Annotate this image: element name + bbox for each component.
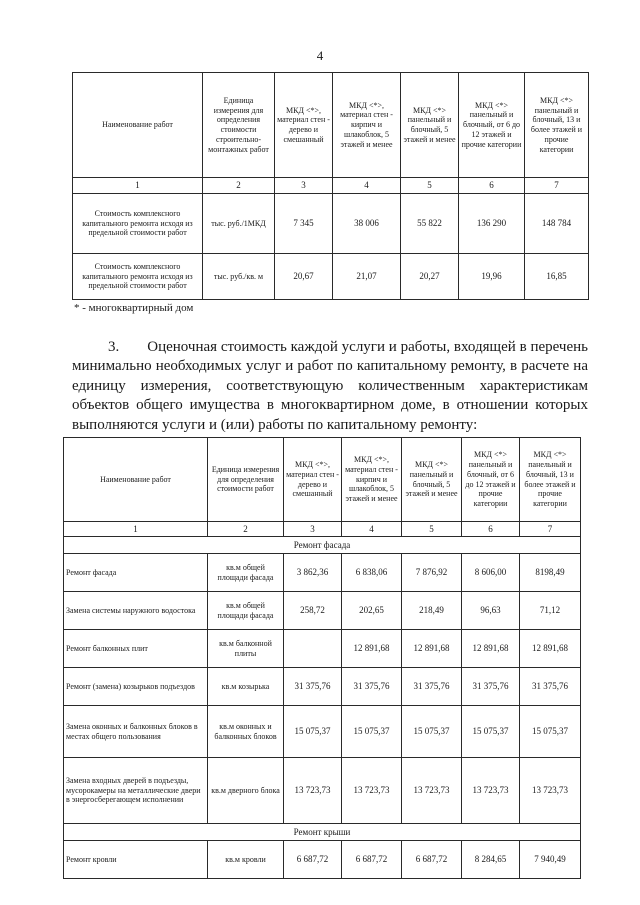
row-unit: тыс. руб./1МКД xyxy=(203,194,275,254)
row-value xyxy=(284,630,342,668)
column-number: 7 xyxy=(525,178,589,194)
row-value: 218,49 xyxy=(402,592,462,630)
page-number: 4 xyxy=(316,48,324,63)
paragraph-3 xyxy=(72,338,588,435)
row-value: 31 375,76 xyxy=(284,668,342,706)
row-value: 13 723,73 xyxy=(284,758,342,824)
section-row xyxy=(64,537,581,554)
column-number-row xyxy=(64,522,581,537)
row-value: 6 687,72 xyxy=(402,841,462,879)
row-value: 136 290 xyxy=(459,194,525,254)
row-value: 8 284,65 xyxy=(462,841,520,879)
column-number: 3 xyxy=(284,522,342,537)
row-value: 7 876,92 xyxy=(402,554,462,592)
row-value: 15 075,37 xyxy=(462,706,520,758)
row-value: 8198,49 xyxy=(520,554,581,592)
row-unit: кв.м балконной плиты xyxy=(208,630,284,668)
header-cell: Наименование работ xyxy=(73,73,203,178)
row-value: 31 375,76 xyxy=(520,668,581,706)
column-number: 5 xyxy=(402,522,462,537)
row-value: 7 345 xyxy=(275,194,333,254)
row-name: Стоимость комплексного капитального ремонта исходя из предельной стоимости работ xyxy=(73,194,203,254)
service-cost-table xyxy=(63,437,581,879)
row-unit: кв.м общей площади фасада xyxy=(208,592,284,630)
row-unit: кв.м оконных и балконных блоков xyxy=(208,706,284,758)
header-cell: МКД <*>, материал стен - дерево и смешанный xyxy=(284,438,342,522)
header-cell: Наименование работ xyxy=(64,438,208,522)
table-row xyxy=(64,668,581,706)
column-number: 5 xyxy=(401,178,459,194)
section-row xyxy=(64,824,581,841)
row-unit: кв.м дверного блока xyxy=(208,758,284,824)
row-value: 31 375,76 xyxy=(402,668,462,706)
table-row xyxy=(73,254,589,300)
column-number: 6 xyxy=(459,178,525,194)
header-cell: МКД <*> панельный и блочный, 13 и более этажей и прочие категории xyxy=(520,438,581,522)
row-unit: кв.м общей площади фасада xyxy=(208,554,284,592)
row-value: 15 075,37 xyxy=(342,706,402,758)
section-title: Ремонт фасада xyxy=(64,537,581,554)
table-row xyxy=(64,758,581,824)
table-header-row xyxy=(64,438,581,522)
table-row xyxy=(64,592,581,630)
row-name: Ремонт (замена) козырьков подъездов xyxy=(64,668,208,706)
row-unit: тыс. руб./кв. м xyxy=(203,254,275,300)
header-cell: МКД <*>, материал стен - кирпич и шлакоблок, 5 этажей и менее xyxy=(342,438,402,522)
column-number: 1 xyxy=(64,522,208,537)
footnote: * - многоквартирный дом xyxy=(74,302,194,314)
column-number: 3 xyxy=(275,178,333,194)
row-value: 31 375,76 xyxy=(462,668,520,706)
header-cell: МКД <*> панельный и блочный, от 6 до 12 этажей и прочие категории xyxy=(459,73,525,178)
row-value: 258,72 xyxy=(284,592,342,630)
table-row xyxy=(64,630,581,668)
row-name: Замена оконных и балконных блоков в местах общего пользования xyxy=(64,706,208,758)
row-value: 12 891,68 xyxy=(402,630,462,668)
row-value: 55 822 xyxy=(401,194,459,254)
row-value: 13 723,73 xyxy=(462,758,520,824)
column-number: 2 xyxy=(208,522,284,537)
table-row xyxy=(64,706,581,758)
paragraph-number: 3. xyxy=(108,339,120,355)
column-number-row xyxy=(73,178,589,194)
row-name: Ремонт кровли xyxy=(64,841,208,879)
cost-summary-table xyxy=(72,72,589,300)
row-name: Стоимость комплексного капитального ремонта исходя из предельной стоимости работ xyxy=(73,254,203,300)
row-value: 6 687,72 xyxy=(342,841,402,879)
column-number: 4 xyxy=(342,522,402,537)
row-value: 13 723,73 xyxy=(342,758,402,824)
header-cell: МКД <*> панельный и блочный, 13 и более этажей и прочие категории xyxy=(525,73,589,178)
row-value: 13 723,73 xyxy=(402,758,462,824)
row-value: 148 784 xyxy=(525,194,589,254)
row-value: 38 006 xyxy=(333,194,401,254)
row-value: 20,27 xyxy=(401,254,459,300)
header-cell: МКД <*> панельный и блочный, 5 этажей и менее xyxy=(401,73,459,178)
row-value: 7 940,49 xyxy=(520,841,581,879)
row-value: 21,07 xyxy=(333,254,401,300)
header-cell: МКД <*>, материал стен - кирпич и шлакоблок, 5 этажей и менее xyxy=(333,73,401,178)
section-title: Ремонт крыши xyxy=(64,824,581,841)
header-cell: Единица измерения для определения стоимости строительно-монтажных работ xyxy=(203,73,275,178)
table-header-row xyxy=(73,73,589,178)
row-value: 16,85 xyxy=(525,254,589,300)
row-unit: кв.м кровли xyxy=(208,841,284,879)
header-cell: Единица измерения для определения стоимости работ xyxy=(208,438,284,522)
column-number: 4 xyxy=(333,178,401,194)
row-value: 19,96 xyxy=(459,254,525,300)
table-row xyxy=(64,841,581,879)
row-name: Замена системы наружного водостока xyxy=(64,592,208,630)
row-value: 15 075,37 xyxy=(284,706,342,758)
row-value: 15 075,37 xyxy=(402,706,462,758)
row-value: 6 687,72 xyxy=(284,841,342,879)
row-name: Замена входных дверей в подъезды, мусорокамеры на металлические двери в энергосберегающем исполнении xyxy=(64,758,208,824)
row-value: 13 723,73 xyxy=(520,758,581,824)
row-value: 15 075,37 xyxy=(520,706,581,758)
table-row xyxy=(64,554,581,592)
row-value: 71,12 xyxy=(520,592,581,630)
row-value: 96,63 xyxy=(462,592,520,630)
row-value: 12 891,68 xyxy=(342,630,402,668)
header-cell: МКД <*> панельный и блочный, от 6 до 12 этажей и прочие категории xyxy=(462,438,520,522)
row-value: 3 862,36 xyxy=(284,554,342,592)
header-cell: МКД <*> панельный и блочный, 5 этажей и менее xyxy=(402,438,462,522)
column-number: 7 xyxy=(520,522,581,537)
row-name: Ремонт фасада xyxy=(64,554,208,592)
row-unit: кв.м козырька xyxy=(208,668,284,706)
column-number: 1 xyxy=(73,178,203,194)
column-number: 2 xyxy=(203,178,275,194)
row-value: 6 838,06 xyxy=(342,554,402,592)
row-value: 8 606,00 xyxy=(462,554,520,592)
header-cell: МКД <*>, материал стен - дерево и смешанный xyxy=(275,73,333,178)
row-value: 20,67 xyxy=(275,254,333,300)
column-number: 6 xyxy=(462,522,520,537)
paragraph-text: Оценочная стоимость каждой услуги и работы, входящей в перечень минимально необходимых услуг и работ по капитальному ремонту, в расчете на единицу измерения, соответствующую количественным характеристикам объектов общего имущества в многоквартирном доме, в отношении которых выполняются услуги и (или) работы по капитальному ремонту: xyxy=(72,339,588,433)
row-name: Ремонт балконных плит xyxy=(64,630,208,668)
row-value: 202,65 xyxy=(342,592,402,630)
table-row xyxy=(73,194,589,254)
row-value: 12 891,68 xyxy=(462,630,520,668)
row-value: 12 891,68 xyxy=(520,630,581,668)
row-value: 31 375,76 xyxy=(342,668,402,706)
